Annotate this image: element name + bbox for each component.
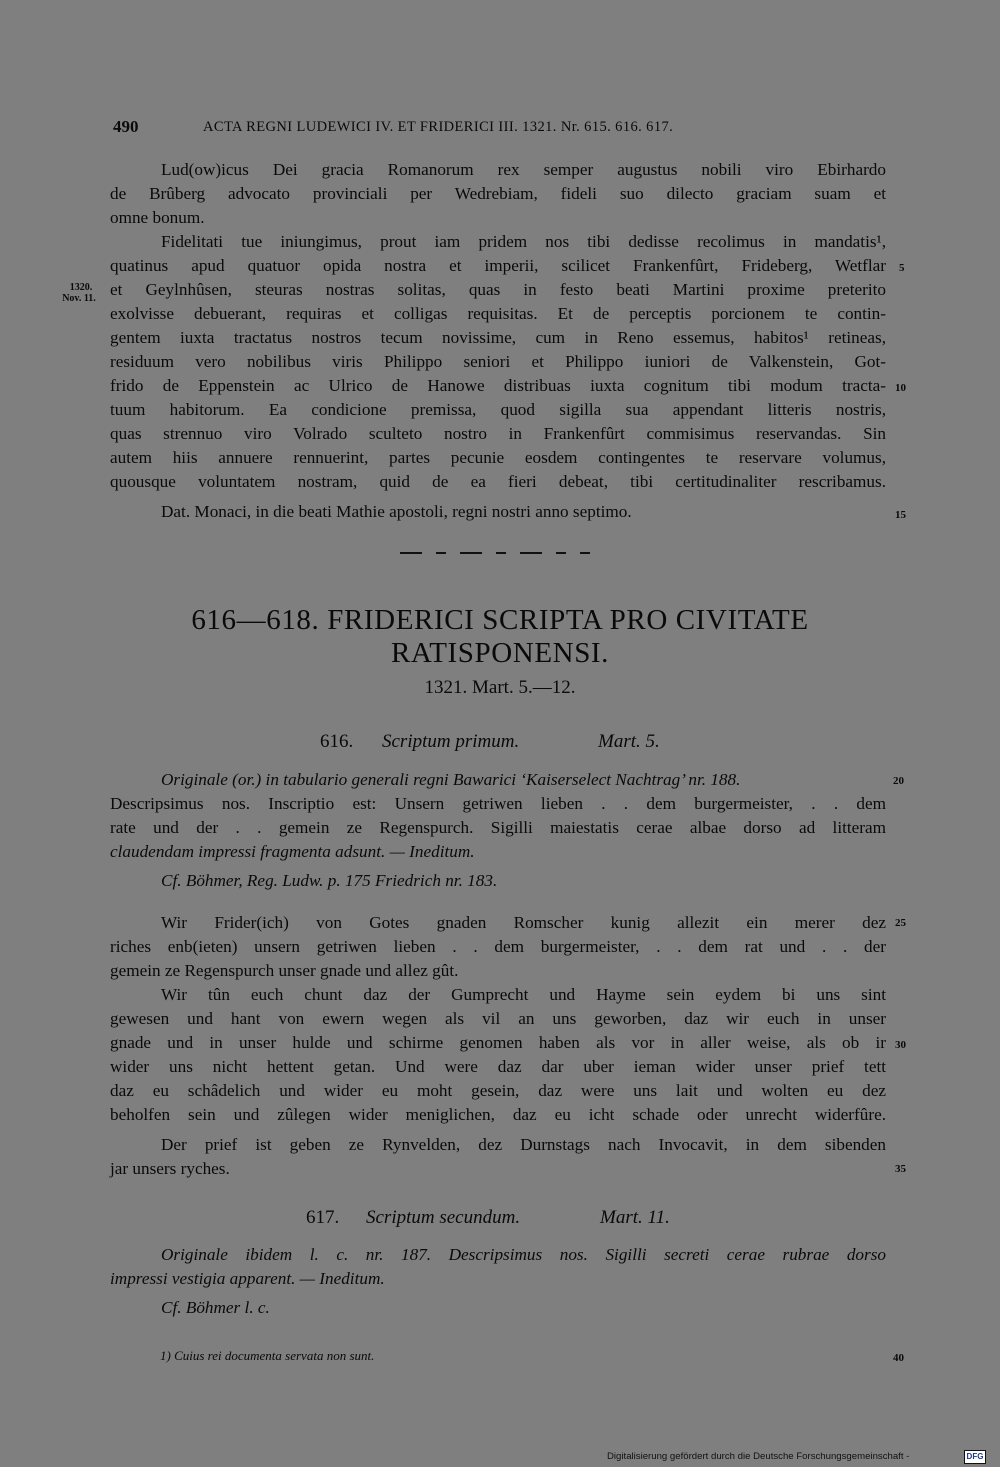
doc616-text-line-4: Wir tûn euch chunt daz der Gumprecht und Hayme sein eydem bi uns sint <box>161 985 886 1004</box>
doc615-line-10: frido de Eppenstein ac Ulrico de Hanowe distribuas iuxta cognitum tibi modum tracta- <box>110 376 886 395</box>
doc615-line-3: omne bonum. <box>110 208 205 227</box>
doc616-text-line-7: wider uns nicht hettent getan. Und were daz dar uber ieman wider unser prief tett <box>110 1057 886 1076</box>
doc616-text-line-2: riches enb(ieten) unsern getriwen lieben . . dem burgermeister, . . dem rat und . . der <box>110 937 886 956</box>
doc617-note-line-3: Cf. Böhmer l. c. <box>161 1298 270 1317</box>
line-number-5: 5 <box>899 262 905 274</box>
section-title-line-2: RATISPONENSI. <box>390 637 610 669</box>
doc615-line-4: Fidelitati tue iniungimus, prout iam pridem nos tibi dedisse recolimus in mandatis¹, <box>161 232 886 251</box>
doc615-line-9: residuum vero nobilibus viris Philippo seniori et Philippo iuniori de Valkenstein, Got- <box>110 352 886 371</box>
doc615-line-14: quousque voluntatem nostram, quid de ea fieri debeat, tibi certitudinaliter rescribamus. <box>110 472 886 491</box>
doc616-text-line-11: jar unsers ryches. <box>110 1159 230 1178</box>
page-number: 490 <box>113 117 139 136</box>
running-title: ACTA REGNI LUDEWICI IV. ET FRIDERICI III. 1321. Nr. 615. 616. 617. <box>203 119 674 135</box>
line-number-15: 15 <box>895 509 906 521</box>
doc616-text-line-1: Wir Frider(ich) von Gotes gnaden Romscher kunig allezit ein merer dez <box>161 913 886 932</box>
doc617-note-line-1: Originale ibidem l. c. nr. 187. Descripsimus nos. Sigilli secreti cerae rubrae dorso <box>161 1245 886 1264</box>
doc616-text-line-5: gewesen und hant von ewern wegen als vil an uns geworben, daz wir euch in unser <box>110 1009 886 1028</box>
doc616-note-line-4: claudendam impressi fragmenta adsunt. — Ineditum. <box>110 842 475 861</box>
doc617-heading-number: 617. <box>306 1207 340 1228</box>
doc615-line-13: autem hiis annuere rennuerint, partes pecunie eosdem contingentes te reservare volumus, <box>110 448 886 467</box>
doc616-note-line-1: Originale (or.) in tabulario generali regni Bawarici ‘Kaiserselect Nachtrag’ nr. 188. <box>161 770 741 789</box>
dfg-logo: DFG <box>964 1450 986 1464</box>
section-separator <box>400 552 590 554</box>
doc615-line-12: quas strennuo viro Volrado sculteto nostro in Frankenfûrt commisimus reservandas. Sin <box>110 424 886 443</box>
doc616-text-line-3: gemein ze Regenspurch unser gnade und allez gût. <box>110 961 459 980</box>
margin-note-date: Nov. 11. <box>62 293 96 304</box>
line-number-20: 20 <box>893 775 904 787</box>
doc616-heading-number: 616. <box>320 731 354 752</box>
doc615-line-8: gentem iuxta tractatus nostros tecum novissime, cum in Reno essemus, habitos¹ retineas, <box>110 328 886 347</box>
line-number-30: 30 <box>895 1039 906 1051</box>
footnote: 1) Cuius rei documenta servata non sunt. <box>160 1348 375 1363</box>
doc615-line-2: de Brûberg advocato provinciali per Wedrebiam, fideli suo dilecto graciam suam et <box>110 184 886 203</box>
doc615-dating-line: Dat. Monaci, in die beati Mathie apostoli, regni nostri anno septimo. <box>161 502 632 521</box>
doc616-heading-date: Mart. 5. <box>598 731 660 752</box>
doc616-text-line-8: daz eu schâdelich und wider eu moht gesein, daz were uns lait und wolten eu dez <box>110 1081 886 1100</box>
line-number-25: 25 <box>895 917 906 929</box>
doc616-heading-label: Scriptum primum. <box>382 731 520 752</box>
doc616-note-line-5: Cf. Böhmer, Reg. Ludw. p. 175 Friedrich nr. 183. <box>161 871 498 890</box>
doc616-note-line-3: rate und der . . gemein ze Regenspurch. Sigilli maiestatis cerae albae dorso ad litteram <box>110 818 886 837</box>
line-number-40: 40 <box>893 1352 904 1364</box>
doc617-note-line-2: impressi vestigia apparent. — Ineditum. <box>110 1269 385 1288</box>
doc615-line-6: et Geylnhûsen, steuras nostras solitas, quas in festo beati Martini proxime preterito <box>110 280 886 299</box>
doc616-text-line-9: beholfen sein und zûlegen wider meniglichen, daz eu icht schade oder unrecht widerfûre. <box>110 1105 886 1124</box>
doc617-heading-date: Mart. 11. <box>600 1207 670 1228</box>
doc616-text-line-6: gnade und in unser hulde und schirme genomen haben als vor in aller weise, als ob ir <box>110 1033 886 1052</box>
line-number-10: 10 <box>895 382 906 394</box>
digitization-credit: Digitalisierung gefördert durch die Deutsche Forschungsgemeinschaft - <box>607 1451 910 1462</box>
doc616-text-line-10: Der prief ist geben ze Rynvelden, dez Durnstags nach Invocavit, in dem sibenden <box>161 1135 886 1154</box>
doc615-line-1: Lud(ow)icus Dei gracia Romanorum rex semper augustus nobili viro Ebirhardo <box>161 160 886 179</box>
doc617-heading-label: Scriptum secundum. <box>366 1207 521 1228</box>
doc615-line-5: quatinus apud quatuor opida nostra et imperii, scilicet Frankenfûrt, Frideberg, Wetflar <box>110 256 886 275</box>
section-dates: 1321. Mart. 5.—12. <box>424 677 576 698</box>
doc615-line-11: tuum habitorum. Ea condicione premissa, quod sigilla sua appendant litteris nostris, <box>110 400 886 419</box>
margin-note-year: 1320. <box>69 282 93 293</box>
doc615-line-7: exolvisse debuerant, requiras et colligas requisitas. Et de perceptis porcionem te contin- <box>110 304 886 323</box>
doc616-note-line-2: Descripsimus nos. Inscriptio est: Unsern getriwen lieben . . dem burgermeister, . . dem <box>110 794 886 813</box>
line-number-35: 35 <box>895 1163 906 1175</box>
section-title-line-1: 616—618. FRIDERICI SCRIPTA PRO CIVITATE <box>191 604 809 636</box>
